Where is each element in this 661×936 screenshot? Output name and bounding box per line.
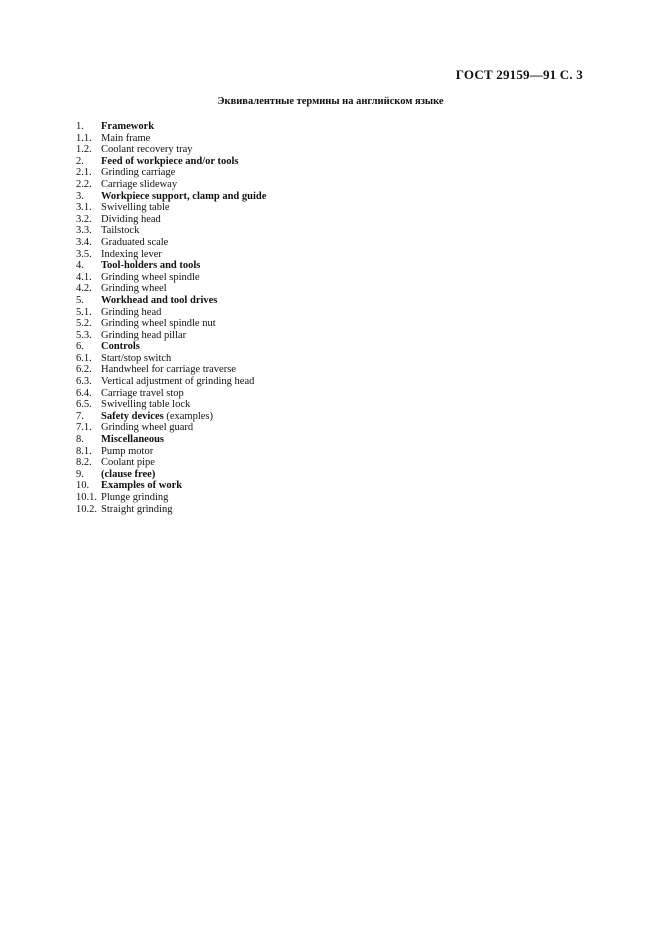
term-label (101, 364, 236, 376)
term-number: 3.1. (76, 202, 92, 214)
term-row (76, 202, 266, 214)
term-number: 7.1. (76, 422, 92, 434)
section-heading-row (76, 156, 266, 168)
term-number: 5. (76, 294, 84, 306)
term-label (101, 144, 193, 156)
term-label-text: Vertical adjustment of grinding head (101, 376, 255, 388)
term-label-text: Swivelling table lock (101, 399, 191, 411)
term-label (101, 249, 162, 261)
term-label-text: (clause free) (101, 468, 156, 480)
section-heading-row (76, 341, 266, 353)
term-number: 8. (76, 434, 84, 446)
term-label-text: Grinding wheel spindle nut (101, 318, 216, 330)
term-row (76, 446, 266, 458)
term-label-text: Workpiece support, clamp and guide (101, 190, 267, 202)
term-number: 8.2. (76, 457, 92, 469)
term-label-text: Graduated scale (101, 236, 169, 248)
term-label-text: Tailstock (101, 225, 140, 237)
term-label (101, 307, 161, 319)
section-heading-row (76, 121, 266, 133)
term-label-text: Pump motor (101, 445, 154, 457)
term-label (101, 202, 170, 214)
term-row (76, 457, 266, 469)
term-number: 3. (76, 190, 84, 202)
section-heading-row (76, 469, 266, 481)
term-label-text: Main frame (101, 132, 151, 144)
term-number: 6.4. (76, 387, 92, 399)
term-list (76, 121, 266, 515)
term-label-text: Workhead and tool drives (101, 294, 218, 306)
term-label-text: Straight grinding (101, 503, 173, 515)
term-label-text: Coolant pipe (101, 457, 155, 469)
section-heading-label (101, 260, 200, 272)
section-heading-row (76, 295, 266, 307)
term-label (101, 353, 171, 365)
term-row (76, 225, 266, 237)
section-heading-label (101, 295, 217, 307)
term-label-text: Tool-holders and tools (101, 260, 201, 272)
section-heading-label (101, 156, 238, 168)
term-label-text: Dividing head (101, 213, 161, 225)
term-label (101, 399, 190, 411)
term-label-text: Handwheel for carriage traverse (101, 364, 236, 376)
term-row (76, 249, 266, 261)
section-heading-row (76, 191, 266, 203)
term-number: 4. (76, 260, 84, 272)
term-number: 1.1. (76, 132, 92, 144)
term-number: 3.3. (76, 225, 92, 237)
term-row (76, 422, 266, 434)
term-label (101, 214, 161, 226)
term-label (101, 237, 168, 249)
term-row (76, 307, 266, 319)
section-heading-label (101, 341, 140, 353)
term-label-text: Grinding wheel spindle (101, 271, 200, 283)
term-label (101, 446, 153, 458)
term-number: 3.2. (76, 213, 92, 225)
term-number: 2. (76, 155, 84, 167)
term-label (101, 225, 139, 237)
term-row (76, 330, 266, 342)
section-heading-label (101, 434, 164, 446)
section-title: Эквивалентные термины на английском языке (217, 96, 444, 107)
term-number: 10.1. (76, 492, 97, 503)
term-label (101, 133, 150, 145)
term-label-text: Carriage slideway (101, 178, 178, 190)
term-number: 4.1. (76, 271, 92, 283)
page-header-standard-ref: ГОСТ 29159—91 С. 3 (455, 67, 583, 82)
term-number: 2.1. (76, 167, 92, 179)
term-number: 6.2. (76, 364, 92, 376)
term-row (76, 237, 266, 249)
term-label (101, 272, 200, 284)
term-label-text: Miscellaneous (101, 434, 164, 446)
term-number: 9. (76, 468, 84, 480)
term-label (101, 422, 193, 434)
term-label (101, 167, 175, 179)
term-label (101, 318, 216, 330)
term-label-text: Framework (101, 121, 155, 132)
term-number: 5.3. (76, 329, 92, 341)
term-label-text: Grinding head pillar (101, 329, 187, 341)
term-label-note: (examples) (163, 410, 213, 422)
term-number: 6. (76, 341, 84, 353)
term-row (76, 283, 266, 295)
term-number: 6.1. (76, 352, 92, 364)
term-label (101, 330, 186, 342)
section-heading-label (101, 469, 155, 481)
section-heading-label (101, 191, 266, 203)
term-number: 1.2. (76, 144, 92, 156)
term-label-text: Grinding wheel guard (101, 422, 194, 434)
term-label-text: Examples of work (101, 480, 183, 492)
term-number: 7. (76, 410, 84, 422)
term-label-text: Plunge grinding (101, 492, 169, 503)
term-row (76, 133, 266, 145)
term-label-text: Carriage travel stop (101, 387, 184, 399)
term-row (76, 364, 266, 376)
term-label (101, 376, 254, 388)
term-row (76, 376, 266, 388)
term-label-text: Swivelling table (101, 202, 170, 214)
term-label (101, 283, 167, 295)
section-heading-row (76, 434, 266, 446)
section-heading-row (76, 260, 266, 272)
term-number: 10. (76, 480, 90, 492)
term-label-text: Controls (101, 341, 140, 353)
term-label-text: Grinding wheel (101, 283, 167, 295)
section-heading-label (101, 480, 182, 492)
term-label-text: Start/stop switch (101, 352, 172, 364)
term-row (76, 167, 266, 179)
term-row (76, 504, 266, 516)
term-label-text: Indexing lever (101, 248, 162, 260)
term-label (101, 388, 184, 400)
term-label-text: Feed of workpiece and/or tools (101, 155, 239, 167)
term-label (101, 504, 172, 516)
term-row (76, 399, 266, 411)
term-row (76, 388, 266, 400)
term-label-text: Grinding head (101, 306, 162, 318)
term-label (101, 492, 168, 504)
term-number: 1. (76, 121, 84, 132)
section-heading-row (76, 411, 266, 423)
section-heading-row (76, 480, 266, 492)
term-number: 5.2. (76, 318, 92, 330)
term-number: 10.2. (76, 503, 97, 515)
term-label-text: Safety devices (101, 410, 164, 422)
term-row (76, 318, 266, 330)
term-number: 2.2. (76, 178, 92, 190)
term-number: 6.5. (76, 399, 92, 411)
term-number: 6.3. (76, 376, 92, 388)
term-label-text: Coolant recovery tray (101, 144, 193, 156)
term-row (76, 179, 266, 191)
term-number: 4.2. (76, 283, 92, 295)
term-number: 3.4. (76, 236, 92, 248)
term-row (76, 144, 266, 156)
term-row (76, 214, 266, 226)
term-number: 5.1. (76, 306, 92, 318)
section-heading-label (101, 121, 154, 133)
term-row (76, 492, 266, 504)
term-number: 8.1. (76, 445, 92, 457)
term-row (76, 272, 266, 284)
term-row (76, 353, 266, 365)
section-heading-label (101, 411, 213, 423)
term-label (101, 179, 177, 191)
term-number: 3.5. (76, 248, 92, 260)
term-label (101, 457, 155, 469)
term-label-text: Grinding carriage (101, 167, 176, 179)
